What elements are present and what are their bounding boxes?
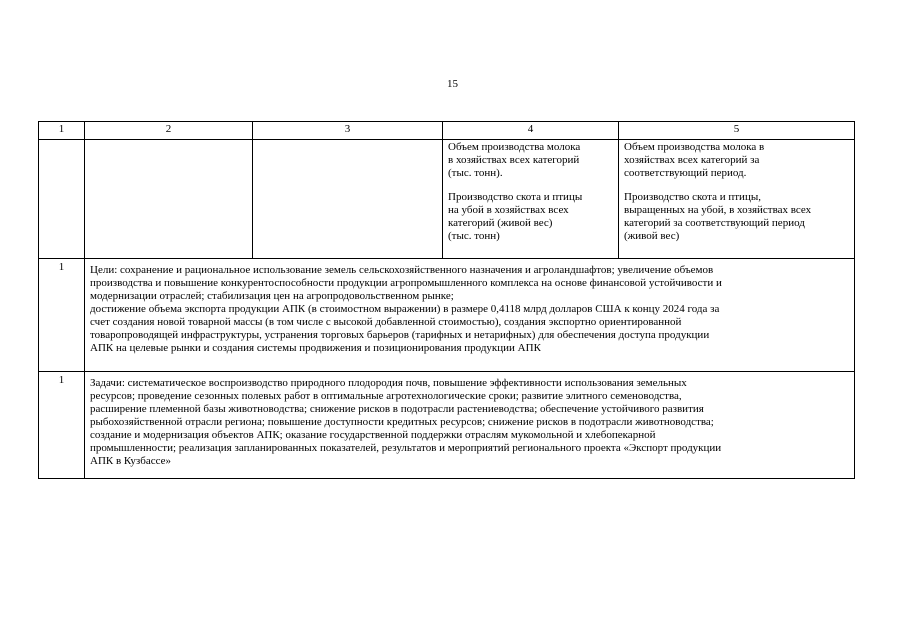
page-number: 15 (447, 78, 458, 90)
description-paragraph (624, 141, 849, 180)
text-line: модернизации отраслей; стабилизация цен на агропродовольственном рынке; (90, 290, 454, 302)
goals-row (39, 259, 855, 372)
table-header-row (39, 122, 855, 140)
column-header: 4 (443, 122, 619, 140)
text-line: расширение племенной базы животноводства; снижение рисков в подотрасли растениеводства; обеспечение устойчивого развития (90, 403, 704, 415)
table-cell (253, 140, 443, 259)
indicators-table (38, 121, 855, 479)
text-line: достижение объема экспорта продукции АПК (в стоимостном выражении) в размере 0,4118 млрд долларов США к концу 2024 года за (90, 303, 720, 315)
tasks-row (39, 372, 855, 479)
text-line: в хозяйствах всех категорий (448, 154, 580, 166)
text-line: ресурсов; проведение сезонных полевых работ в оптимальные агротехнологические сроки; развитие элитного семеноводства, (90, 390, 682, 402)
text-line: Цели: сохранение и рациональное использование земель сельскохозяйственного назначения и агроландшафтов; увеличение объемов (90, 264, 714, 276)
table-row (39, 140, 855, 259)
indicator-paragraph (448, 191, 613, 243)
text-line: Производство скота и птицы, (624, 191, 761, 203)
row-number: 1 (39, 372, 85, 479)
column-header: 3 (253, 122, 443, 140)
row-number: 1 (39, 259, 85, 372)
table-cell (85, 140, 253, 259)
goals-cell (85, 259, 855, 372)
description-paragraph (624, 191, 849, 243)
text-line: Задачи: систематическое воспроизводство природного плодородия почв, повышение эффективности использования земельных (90, 377, 687, 389)
text-line: АПК на целевые рынки и создания системы продвижения и позиционирования продукции АПК (90, 342, 541, 354)
tasks-cell (85, 372, 855, 479)
text-line: (тыс. тонн). (448, 167, 503, 179)
text-line: создание и модернизация объектов АПК; оказание государственной поддержки отраслям мукомольной и хлебопекарной (90, 429, 656, 441)
text-line: (тыс. тонн) (448, 230, 500, 242)
indicator-paragraph (448, 141, 613, 180)
text-line: АПК в Кузбассе» (90, 455, 172, 467)
text-line: категорий за соответствующий период (624, 217, 805, 229)
text-line: промышленности; реализация запланированных показателей, результатов и мероприятий регионального проекта «Экспорт продукции (90, 442, 722, 454)
column-header: 5 (619, 122, 855, 140)
text-line: категорий (живой вес) (448, 217, 553, 229)
indicator-cell (443, 140, 619, 259)
text-line: производства и повышение конкурентоспособности продукции агропромышленного комплекса на основе финансовой устойчивости и (90, 277, 722, 289)
column-header: 1 (39, 122, 85, 140)
text-line: Объем производства молока в (624, 141, 765, 153)
text-line: Производство скота и птицы (448, 191, 583, 203)
indicator-description-cell (619, 140, 855, 259)
text-line: хозяйствах всех категорий за (624, 154, 760, 166)
table-cell (39, 140, 85, 259)
text-line: соответствующий период. (624, 167, 747, 179)
text-line: счет создания новой товарной массы (в том числе с высокой добавленной стоимостью), создания экспортно ориентированной (90, 316, 682, 328)
text-line: на убой в хозяйствах всех (448, 204, 569, 216)
text-line: (живой вес) (624, 230, 680, 242)
text-line: товаропроводящей инфраструктуры, устранения торговых барьеров (тарифных и нетарифных) для обеспечения доступа продукции (90, 329, 710, 341)
text-line: рыбохозяйственной отрасли региона; повышение доступности кредитных ресурсов; снижение рисков в подотрасли животноводства; (90, 416, 714, 428)
column-header: 2 (85, 122, 253, 140)
text-line: Объем производства молока (448, 141, 581, 153)
text-line: выращенных на убой, в хозяйствах всех (624, 204, 812, 216)
